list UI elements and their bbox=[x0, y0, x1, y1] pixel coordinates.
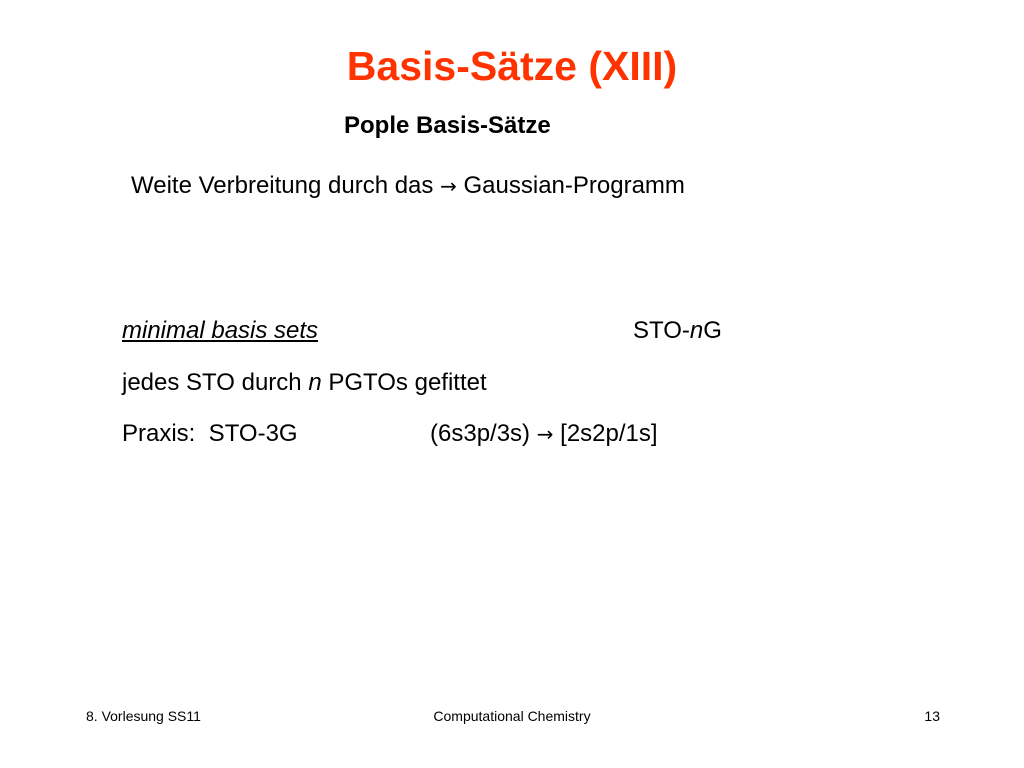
footer-page-number: 13 bbox=[924, 708, 940, 724]
praxis-from: (6s3p/3s) bbox=[430, 420, 531, 447]
sto-ng-notation bbox=[633, 316, 722, 346]
slide-subtitle: Pople Basis-Sätze bbox=[344, 112, 551, 139]
per-sto-line bbox=[122, 368, 487, 398]
per-sto-after: PGTOs gefittet bbox=[328, 369, 487, 396]
per-sto-before: jedes STO durch bbox=[122, 369, 302, 396]
sto-ng-prefix: STO- bbox=[633, 317, 690, 344]
intro-text-after: Gaussian-Programm bbox=[463, 172, 685, 199]
intro-line bbox=[131, 171, 685, 201]
praxis-label: Praxis: STO-3G bbox=[122, 420, 298, 447]
footer-course: Computational Chemistry bbox=[433, 708, 591, 724]
praxis-to: [2s2p/1s] bbox=[560, 420, 658, 447]
per-sto-variable: n bbox=[308, 369, 322, 396]
right-arrow-icon: → bbox=[536, 422, 554, 446]
right-arrow-icon: → bbox=[440, 174, 457, 198]
sto-ng-suffix: G bbox=[703, 317, 722, 344]
footer-lecture: 8. Vorlesung SS11 bbox=[86, 708, 201, 724]
minimal-basis-sets-heading: minimal basis sets bbox=[122, 317, 319, 344]
sto-ng-variable: n bbox=[689, 317, 704, 344]
praxis-mapping bbox=[430, 419, 658, 449]
slide-title: Basis-Sätze (XIII) bbox=[346, 43, 678, 89]
intro-text-before: Weite Verbreitung durch das bbox=[131, 172, 434, 199]
